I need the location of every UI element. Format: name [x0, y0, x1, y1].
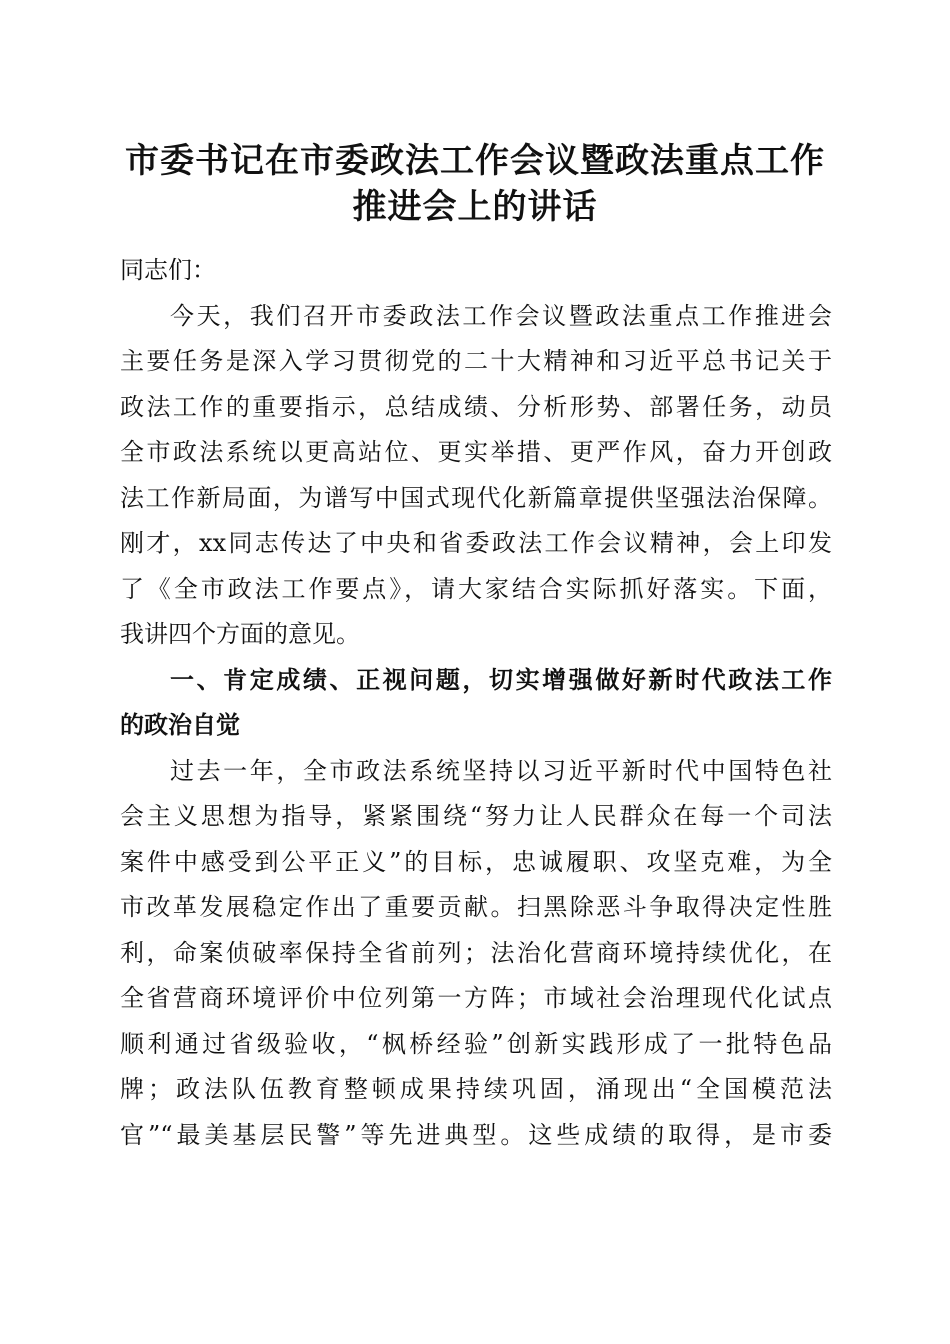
- paragraph-1-line-5: 法工作新局面，为谱写中国式现代化新篇章提供坚强法治保障。: [120, 483, 832, 512]
- paragraph-2-line-5: 利，命案侦破率保持全省前列；法治化营商环境持续优化，在: [120, 938, 832, 967]
- paragraph-2-line-3: 案件中感受到公平正义”的目标，忠诚履职、攻坚克难，为全: [120, 847, 832, 876]
- paragraph-2-line-4: 市改革发展稳定作出了重要贡献。扫黑除恶斗争取得决定性胜: [120, 893, 832, 921]
- document-title-line-1: 市委书记在市委政法工作会议暨政法重点工作: [125, 141, 825, 181]
- salutation: 同志们：: [120, 256, 216, 284]
- paragraph-2-line-2: 会主义思想为指导，紧紧围绕“努力让人民群众在每一个司法: [120, 802, 832, 830]
- paragraph-2-line-1: 过去一年，全市政法系统坚持以习近平新时代中国特色社: [170, 756, 832, 785]
- paragraph-2-line-6: 全省营商环境评价中位列第一方阵；市域社会治理现代化试点: [120, 984, 832, 1012]
- document-body: [120, 248, 832, 1158]
- section-heading-1-line-2: 的政治自觉: [120, 711, 240, 739]
- paragraph-2-line-7: 顺利通过省级验收，“枫桥经验”创新实践形成了一批特色品: [120, 1029, 832, 1058]
- paragraph-2-line-8: 牌；政法队伍教育整顿成果持续巩固，涌现出“全国模范法: [120, 1075, 832, 1103]
- document-title-line-2: 推进会上的讲话: [352, 187, 598, 227]
- paragraph-1-line-4: 全市政法系统以更高站位、更实举措、更严作风，奋力开创政: [120, 438, 832, 466]
- section-heading-1-line-1: 一、肯定成绩、正视问题，切实增强做好新时代政法工作: [170, 665, 832, 694]
- paragraph-2-line-9: 官”“最美基层民警”等先进典型。这些成绩的取得，是市委: [120, 1120, 832, 1149]
- paragraph-1-line-3: 政法工作的重要指示，总结成绩、分析形势、部署任务，动员: [120, 392, 832, 421]
- paragraph-1-line-2: 主要任务是深入学习贯彻党的二十大精神和习近平总书记关于: [120, 347, 832, 375]
- paragraph-1-line-7: 了《全市政法工作要点》，请大家结合实际抓好落实。下面，: [120, 574, 832, 603]
- paragraph-1-line-1: 今天，我们召开市委政法工作会议暨政法重点工作推进会: [170, 301, 832, 330]
- paragraph-1-line-6: 刚才，xx同志传达了中央和省委政法工作会议精神，会上印发: [120, 529, 832, 557]
- paragraph-1-line-8: 我讲四个方面的意见。: [120, 620, 360, 648]
